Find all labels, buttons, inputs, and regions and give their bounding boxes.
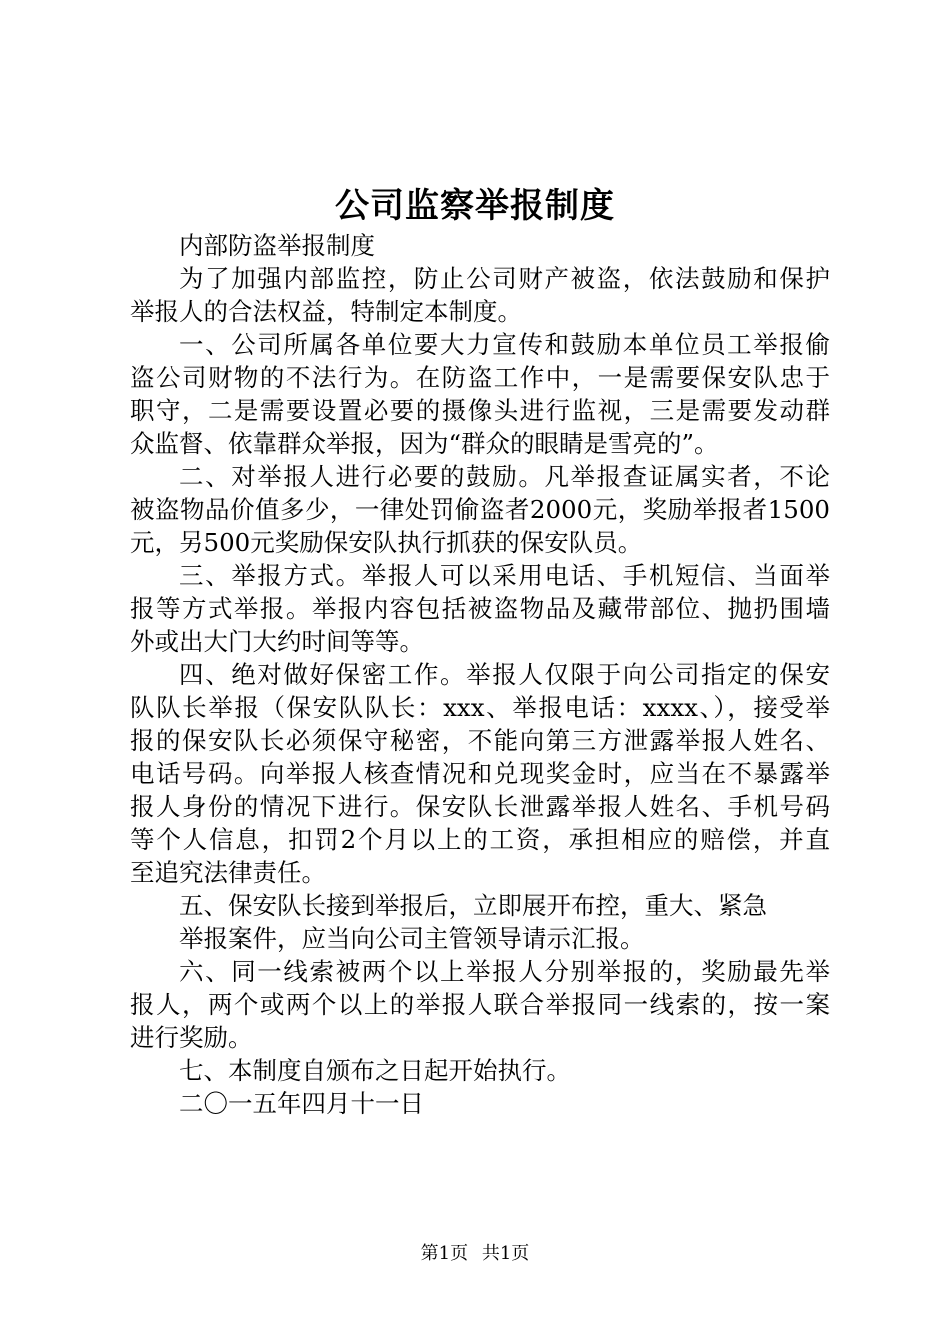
paragraph-line: 电话号码。向举报人核查情况和兑现奖金时，应当在不暴露举 [130, 759, 830, 788]
paragraph-clause-7 [130, 1054, 830, 1087]
paragraph-line: 元，另500元奖励保安队执行抓获的保安队员。 [130, 528, 643, 557]
paragraph-line: 被盗物品价值多少，一律处罚偷盗者2000元，奖励举报者1500 [130, 495, 830, 524]
paragraph-clause-1 [130, 328, 830, 460]
page-total: 共1页 [481, 1243, 530, 1264]
paragraph-line: 报的保安队长必须保守秘密，不能向第三方泄露举报人姓名、 [130, 726, 830, 755]
paragraph-line: 等个人信息，扣罚2个月以上的工资，承担相应的赔偿，并直 [130, 825, 830, 854]
paragraph-line: 进行奖励。 [130, 1023, 253, 1052]
paragraph-clause-4 [130, 658, 830, 889]
paragraph-line: 一、公司所属各单位要大力宣传和鼓励本单位员工举报偷 [179, 330, 830, 359]
page-footer [0, 1242, 950, 1266]
paragraph-line: 举报人的合法权益，特制定本制度。 [130, 297, 522, 326]
document-body [130, 229, 830, 1120]
paragraph-line: 为了加强内部监控，防止公司财产被盗，依法鼓励和保护 [179, 264, 830, 293]
paragraph-line: 七、本制度自颁布之日起开始执行。 [179, 1056, 571, 1085]
paragraph-line: 报人，两个或两个以上的举报人联合举报同一线索的，按一案 [130, 990, 830, 1019]
paragraph-line: 二、对举报人进行必要的鼓励。凡举报查证属实者，不论 [179, 462, 830, 491]
paragraph-clause-5a [130, 889, 830, 922]
paragraph-line: 职守，二是需要设置必要的摄像头进行监视，三是需要发动群 [130, 396, 830, 425]
paragraph-intro [130, 262, 830, 328]
paragraph-clause-2 [130, 460, 830, 559]
paragraph-line: 外或出大门大约时间等等。 [130, 627, 424, 656]
paragraph-line: 众监督、依靠群众举报，因为“群众的眼睛是雪亮的”。 [130, 429, 719, 458]
paragraph-line: 报等方式举报。举报内容包括被盗物品及藏带部位、抛扔围墙 [130, 594, 830, 623]
paragraph-line: 盗公司财物的不法行为。在防盗工作中，一是需要保安队忠于 [130, 363, 830, 392]
paragraph-clause-5b [130, 922, 830, 955]
page-number: 第1页 [420, 1243, 469, 1264]
paragraph-line: 三、举报方式。举报人可以采用电话、手机短信、当面举 [179, 561, 830, 590]
paragraph-line: 队队长举报（保安队队长：xxx、举报电话：xxxx、），接受举 [130, 693, 830, 722]
document-title: 公司监察举报制度 [335, 186, 615, 226]
paragraph-date [130, 1087, 830, 1120]
paragraph-line: 至追究法律责任。 [130, 858, 326, 887]
paragraph-line: 报人身份的情况下进行。保安队长泄露举报人姓名、手机号码 [130, 792, 830, 821]
paragraph-line: 五、保安队长接到举报后，立即展开布控，重大、紧急 [179, 891, 767, 920]
paragraph-subtitle [130, 229, 830, 262]
paragraph-clause-3 [130, 559, 830, 658]
paragraph-line: 四、绝对做好保密工作。举报人仅限于向公司指定的保安 [179, 660, 830, 689]
paragraph-line: 六、同一线索被两个以上举报人分别举报的，奖励最先举 [179, 957, 830, 986]
paragraph-clause-6 [130, 955, 830, 1054]
paragraph-line: 举报案件，应当向公司主管领导请示汇报。 [179, 924, 645, 953]
paragraph-line: 内部防盗举报制度 [179, 231, 375, 260]
paragraph-line: 二〇一五年四月十一日 [179, 1089, 424, 1118]
